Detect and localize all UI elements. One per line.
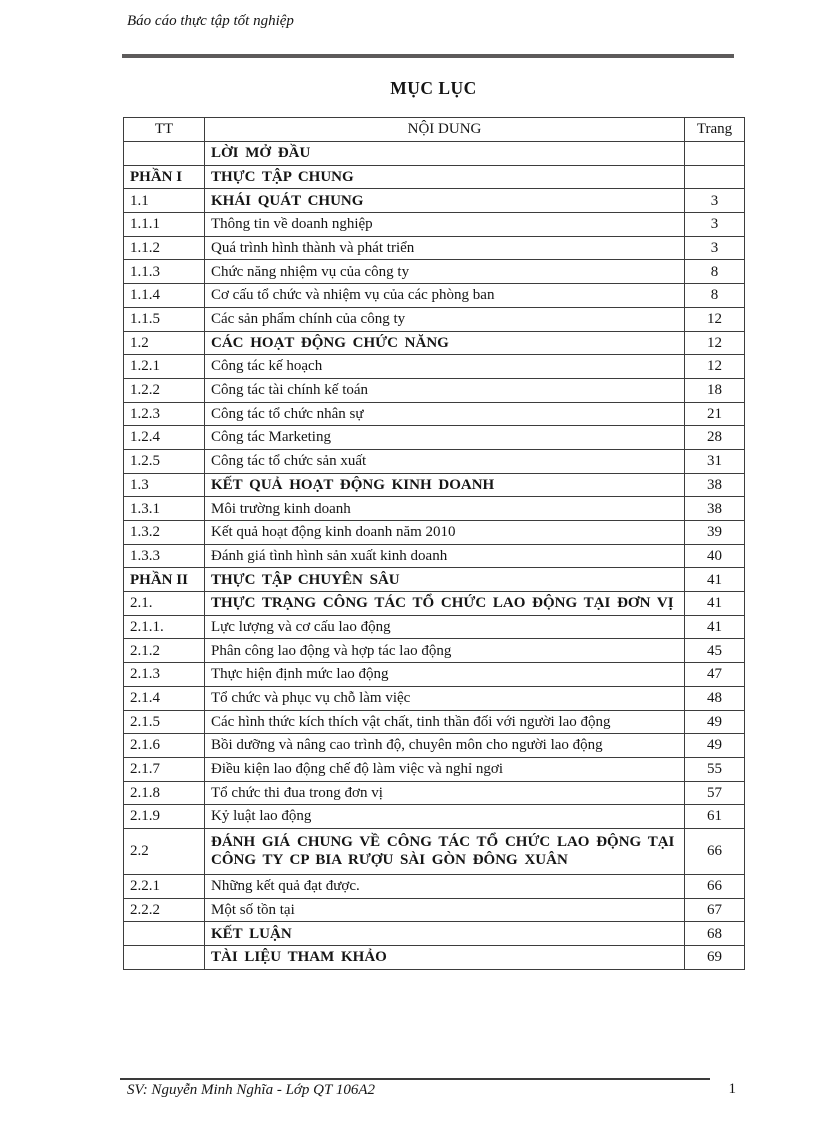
cell-tt: 1.2.1 [124, 355, 205, 379]
cell-tt: 2.1.5 [124, 710, 205, 734]
cell-tt: 2.1.1. [124, 615, 205, 639]
header-divider [122, 54, 734, 58]
cell-noidung: Công tác tổ chức sản xuất [205, 449, 685, 473]
cell-tt [124, 142, 205, 166]
cell-noidung: Đánh giá tình hình sản xuất kinh doanh [205, 544, 685, 568]
cell-trang: 12 [685, 355, 745, 379]
cell-tt: 1.2 [124, 331, 205, 355]
cell-trang: 49 [685, 734, 745, 758]
cell-trang: 66 [685, 828, 745, 874]
table-row [124, 497, 745, 521]
cell-noidung: CÁC HOẠT ĐỘNG CHỨC NĂNG [205, 331, 685, 355]
cell-noidung: KHÁI QUÁT CHUNG [205, 189, 685, 213]
cell-tt [124, 946, 205, 970]
cell-noidung: Công tác kế hoạch [205, 355, 685, 379]
cell-tt: 1.1 [124, 189, 205, 213]
cell-tt: 1.3 [124, 473, 205, 497]
cell-tt: 1.1.3 [124, 260, 205, 284]
cell-noidung: Chức năng nhiệm vụ của công ty [205, 260, 685, 284]
cell-noidung: Kỷ luật lao động [205, 805, 685, 829]
table-row [124, 378, 745, 402]
cell-noidung: Một số tồn tại [205, 898, 685, 922]
table-row [124, 449, 745, 473]
cell-tt: 2.1.8 [124, 781, 205, 805]
cell-noidung: Cơ cấu tổ chức và nhiệm vụ của các phòng ban [205, 284, 685, 308]
header-row [124, 118, 745, 142]
cell-trang: 47 [685, 663, 745, 687]
cell-trang: 41 [685, 615, 745, 639]
table-row [124, 946, 745, 970]
table-row [124, 473, 745, 497]
cell-noidung: Kết quả hoạt động kinh doanh năm 2010 [205, 521, 685, 545]
cell-tt: 1.2.5 [124, 449, 205, 473]
cell-tt: 2.2.2 [124, 898, 205, 922]
cell-tt: PHẦN II [124, 568, 205, 592]
cell-noidung: THỰC TẬP CHUYÊN SÂU [205, 568, 685, 592]
cell-trang: 57 [685, 781, 745, 805]
table-row [124, 592, 745, 616]
cell-trang: 40 [685, 544, 745, 568]
cell-noidung: KẾT QUẢ HOẠT ĐỘNG KINH DOANH [205, 473, 685, 497]
cell-tt: 1.2.3 [124, 402, 205, 426]
cell-noidung: Công tác tài chính kế toán [205, 378, 685, 402]
cell-noidung: Môi trường kinh doanh [205, 497, 685, 521]
cell-trang: 48 [685, 686, 745, 710]
cell-trang: 31 [685, 449, 745, 473]
table-row [124, 142, 745, 166]
cell-trang: 39 [685, 521, 745, 545]
table-row [124, 402, 745, 426]
cell-trang: 38 [685, 497, 745, 521]
cell-tt: 2.1.9 [124, 805, 205, 829]
running-header: Báo cáo thực tập tốt nghiệp [127, 13, 294, 29]
cell-trang: 28 [685, 426, 745, 450]
cell-noidung: ĐÁNH GIÁ CHUNG VỀ CÔNG TÁC TỔ CHỨC LAO ĐỘNG TẠI CÔNG TY CP BIA RƯỢU SÀI GÒN ĐÔNG XUÂN [205, 828, 685, 874]
cell-noidung: THỰC TẬP CHUNG [205, 165, 685, 189]
page-number: 1 [728, 1081, 736, 1097]
cell-noidung: Bồi dưỡng và nâng cao trình độ, chuyên môn cho người lao động [205, 734, 685, 758]
column-header-trang: Trang [685, 118, 745, 142]
table-row [124, 521, 745, 545]
cell-noidung: Tổ chức thi đua trong đơn vị [205, 781, 685, 805]
table-row [124, 734, 745, 758]
cell-trang: 68 [685, 922, 745, 946]
cell-trang: 3 [685, 236, 745, 260]
table-row [124, 331, 745, 355]
cell-trang: 41 [685, 592, 745, 616]
cell-noidung: Tổ chức và phục vụ chỗ làm việc [205, 686, 685, 710]
cell-noidung: Điều kiện lao động chế độ làm việc và nghỉ ngơi [205, 757, 685, 781]
cell-noidung: Các sản phẩm chính của công ty [205, 307, 685, 331]
toc-table-body [124, 142, 745, 970]
table-row [124, 639, 745, 663]
table-row [124, 426, 745, 450]
cell-trang: 8 [685, 284, 745, 308]
cell-tt [124, 922, 205, 946]
cell-trang: 12 [685, 307, 745, 331]
cell-trang: 49 [685, 710, 745, 734]
table-row [124, 922, 745, 946]
cell-trang: 61 [685, 805, 745, 829]
footer-divider [120, 1078, 710, 1080]
cell-trang: 67 [685, 898, 745, 922]
table-row [124, 615, 745, 639]
cell-noidung: Các hình thức kích thích vật chất, tinh thần đối với người lao động [205, 710, 685, 734]
table-row [124, 544, 745, 568]
toc-table-header [124, 118, 745, 142]
cell-noidung: Phân công lao động và hợp tác lao động [205, 639, 685, 663]
cell-noidung: TÀI LIỆU THAM KHẢO [205, 946, 685, 970]
cell-trang: 21 [685, 402, 745, 426]
page-title: MỤC LỤC [390, 78, 477, 98]
toc-table [123, 117, 745, 970]
table-row [124, 781, 745, 805]
cell-trang: 45 [685, 639, 745, 663]
cell-tt: 2.1.3 [124, 663, 205, 687]
cell-noidung: Công tác tổ chức nhân sự [205, 402, 685, 426]
cell-tt: 1.2.2 [124, 378, 205, 402]
cell-trang [685, 142, 745, 166]
table-row [124, 189, 745, 213]
cell-noidung: KẾT LUẬN [205, 922, 685, 946]
cell-trang: 69 [685, 946, 745, 970]
cell-tt: 1.3.3 [124, 544, 205, 568]
cell-noidung: Những kết quả đạt được. [205, 874, 685, 898]
cell-trang [685, 165, 745, 189]
column-header-tt: TT [124, 118, 205, 142]
cell-trang: 38 [685, 473, 745, 497]
cell-tt: 1.1.5 [124, 307, 205, 331]
table-row [124, 260, 745, 284]
table-row [124, 686, 745, 710]
cell-trang: 3 [685, 189, 745, 213]
cell-noidung: Lực lượng và cơ cấu lao động [205, 615, 685, 639]
cell-tt: 2.1.7 [124, 757, 205, 781]
table-row [124, 307, 745, 331]
cell-trang: 55 [685, 757, 745, 781]
cell-tt: 1.1.4 [124, 284, 205, 308]
cell-trang: 41 [685, 568, 745, 592]
table-row [124, 284, 745, 308]
table-row [124, 828, 745, 874]
cell-noidung: THỰC TRẠNG CÔNG TÁC TỔ CHỨC LAO ĐỘNG TẠI ĐƠN VỊ [205, 592, 685, 616]
cell-trang: 8 [685, 260, 745, 284]
table-row [124, 805, 745, 829]
table-row [124, 710, 745, 734]
table-row [124, 898, 745, 922]
cell-tt: 1.1.1 [124, 213, 205, 237]
cell-tt: 2.2 [124, 828, 205, 874]
cell-trang: 12 [685, 331, 745, 355]
cell-noidung: Công tác Marketing [205, 426, 685, 450]
table-row [124, 874, 745, 898]
cell-noidung: Quá trình hình thành và phát triển [205, 236, 685, 260]
cell-tt: 2.1.4 [124, 686, 205, 710]
cell-tt: 1.3.2 [124, 521, 205, 545]
table-row [124, 236, 745, 260]
cell-tt: 2.2.1 [124, 874, 205, 898]
cell-tt: 2.1. [124, 592, 205, 616]
table-row [124, 165, 745, 189]
cell-trang: 18 [685, 378, 745, 402]
cell-tt: PHẦN I [124, 165, 205, 189]
table-row [124, 757, 745, 781]
cell-trang: 3 [685, 213, 745, 237]
cell-tt: 2.1.2 [124, 639, 205, 663]
cell-trang: 66 [685, 874, 745, 898]
cell-tt: 1.3.1 [124, 497, 205, 521]
cell-noidung: Thực hiện định mức lao động [205, 663, 685, 687]
table-row [124, 568, 745, 592]
cell-tt: 1.1.2 [124, 236, 205, 260]
column-header-noidung: NỘI DUNG [205, 118, 685, 142]
table-row [124, 213, 745, 237]
table-row [124, 663, 745, 687]
cell-tt: 1.2.4 [124, 426, 205, 450]
cell-tt: 2.1.6 [124, 734, 205, 758]
footer-text: SV: Nguyễn Minh Nghĩa - Lớp QT 106A2 [127, 1082, 375, 1098]
cell-noidung: Thông tin về doanh nghiệp [205, 213, 685, 237]
cell-noidung: LỜI MỞ ĐẦU [205, 142, 685, 166]
table-row [124, 355, 745, 379]
